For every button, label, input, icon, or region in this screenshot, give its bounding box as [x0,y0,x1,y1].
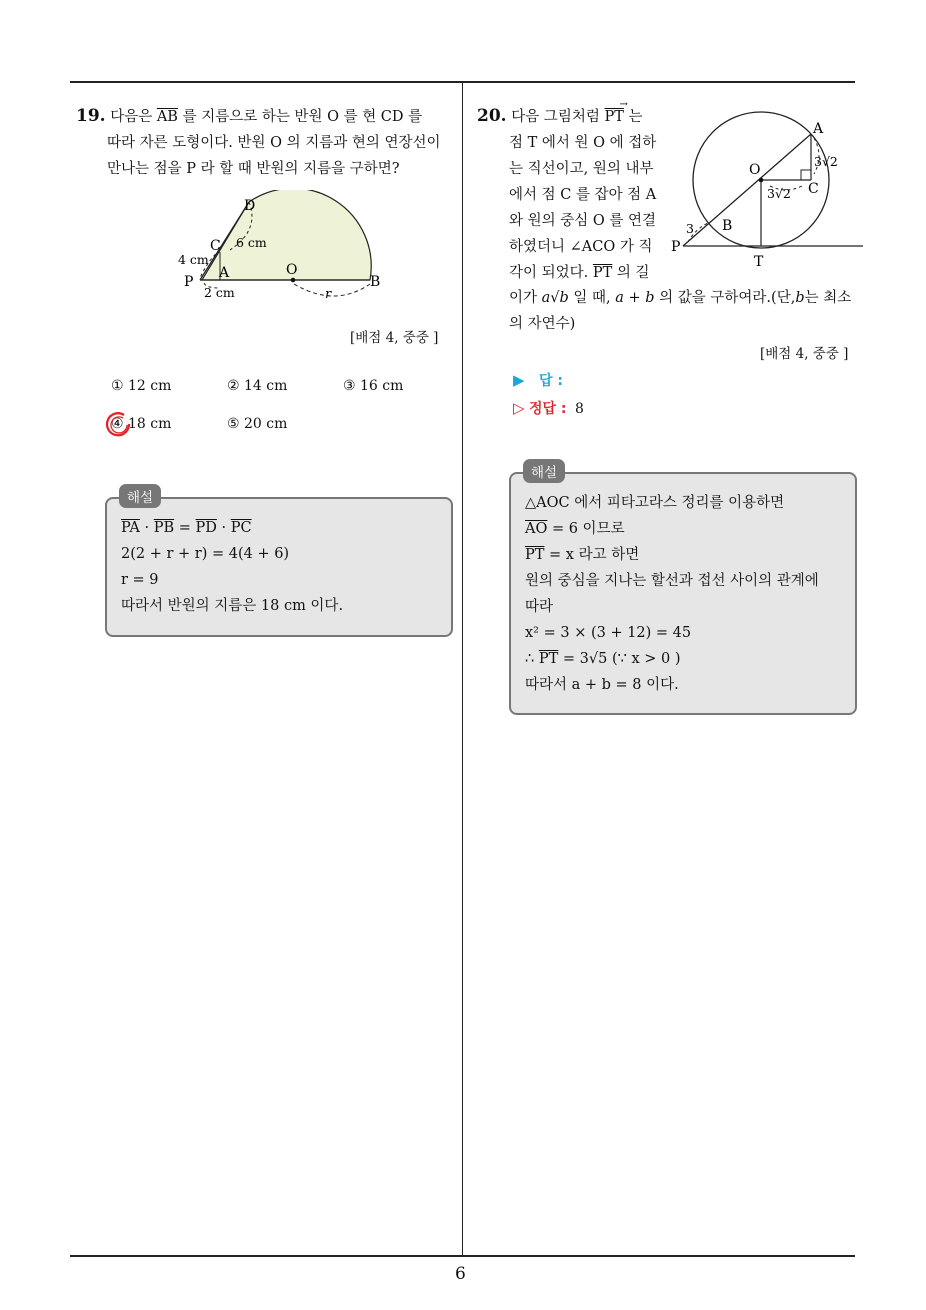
sol20-text: = 3√5 (∵ x > 0 ) [558,651,681,667]
q20-text: 의 길 [616,265,650,281]
sol20-line6: x² = 3 × (3 + 12) = 45 [525,625,692,641]
len-pb: 3 [686,221,694,236]
q20-line8 [509,285,869,311]
choice-1[interactable]: ① 12 cm [111,378,172,394]
label-t: T [754,254,764,270]
sol20-line2 [525,516,855,542]
len-r: r [325,287,332,302]
q20-text: 다음 그림처럼 [511,109,600,125]
label-c: C [808,181,819,197]
sol20-line4: 원의 중심을 지나는 할선과 접선 사이의 관계에 [525,573,819,589]
seg-pa: $\overline{PA}$ [121,520,140,536]
triangle-play-icon: ▶ [513,371,525,389]
vector-arrow-icon: → [619,99,628,110]
q20-figure [668,108,863,273]
equals: = [174,520,196,536]
seg-pb: $\overline{PB}$ [153,520,175,536]
seg-pt: $\overline{PT}$ [592,265,613,281]
var-b: b [795,290,805,306]
q20-text: 는 최소 [804,290,852,306]
q20-vector-pt [604,99,628,130]
len-ac: 3√2 [814,154,838,169]
q20-line2: 점 T 에서 원 O 에 접하 [509,135,657,151]
q19-line1 [76,103,456,130]
right-angle-mark [801,170,811,180]
sol20-line1: △AOC 에서 피타고라스 정리를 이용하면 [525,495,785,511]
dot: · [216,520,231,536]
q19-solution-tag: 해설 [119,484,161,508]
q20-line4: 에서 점 C 를 잡아 점 A [509,187,657,203]
q19-line2: 따라 자른 도형이다. 반원 O 의 지름과 현의 연장선이 [107,135,441,151]
seg-pc: $\overline{PC}$ [230,520,252,536]
q20-text: 이가 [509,290,538,306]
triangle-outline-icon: ▷ [513,399,525,417]
seg-pd: $\overline{PD}$ [195,520,217,536]
sol19-line2: 2(2 + r + r) = 4(4 + 6) [121,546,290,562]
brace-r [294,284,370,296]
sol20-text: = x 라고 하면 [544,547,640,563]
expr-a-plus-b: a + b [615,290,655,306]
q20-line6: 하였더니 ∠ACO 가 직 [509,239,653,255]
correct-row [513,398,584,418]
q19-line3: 만나는 점을 P 라 할 때 반원의 지름을 구하면? [107,161,400,177]
sol20-text: = 6 이므로 [547,521,625,537]
sol20-line7 [525,646,855,672]
q20-solution-tag: 해설 [523,459,565,483]
q19-solution-box [105,497,453,637]
label-o: O [286,262,298,278]
label-a: A [219,265,230,281]
q20-question [477,99,667,286]
seg-pt: $\overline{PT}$ [525,547,545,563]
q20-line9: 의 자연수) [509,316,576,332]
choice-2[interactable]: ② 14 cm [227,378,288,394]
secant-line [683,134,811,246]
q20-text: 각이 되었다. [509,265,589,281]
q19-segment-ab: $\overline{AB}$ [156,109,178,125]
q19-number: 19. [76,106,106,126]
label-d: D [244,198,256,214]
sol19-line4: 따라서 반원의 지름은 18 cm 이다. [121,598,344,614]
sol20-line3 [525,542,855,568]
choice-5[interactable]: ⑤ 20 cm [227,416,288,432]
center-o-dot [759,178,764,183]
label-a: A [813,121,824,137]
label-b: B [370,274,381,290]
vec-pt-label: $\overline{PT}$ [604,109,624,125]
sol20-line8: 따라서 a + b = 8 이다. [525,677,679,693]
label-c: C [210,238,221,254]
q20-line3: 는 직선이고, 원의 내부 [509,161,654,177]
len-pc: 4 cm [178,252,209,267]
q20-solution-box [509,472,857,715]
correct-value: 8 [574,401,584,417]
dot: · [139,520,154,536]
seg-ao: $\overline{AO}$ [525,521,548,537]
q20-text: 의 값을 구하여라.(단, [659,290,796,306]
therefore-symbol: ∴ [525,651,539,667]
q19-text: 를 지름으로 하는 반원 O 를 현 CD 를 [182,109,423,125]
sol20-line5: 따라 [525,599,554,615]
q20-number: 20. [477,106,507,126]
correct-label: 정답 : [529,401,567,417]
len-oc: 3√2 [767,186,791,201]
label-p: P [184,274,194,290]
answer-row [513,370,563,390]
q20-line5: 와 원의 중심 O 를 연결 [509,213,656,229]
choice-3[interactable]: ③ 16 cm [343,378,404,394]
q20-line7 [477,260,667,286]
bottom-rule [70,1255,855,1257]
q19-score: [배점 4, 중중 ] [350,330,439,346]
len-cd: 6 cm [236,235,267,250]
center-o-dot [291,278,296,283]
column-divider [462,81,463,1256]
q20-text: 일 때, [573,290,611,306]
choice-4[interactable]: ④ 18 cm [111,416,172,432]
q20-line1 [477,99,667,130]
selected-answer-mark [102,410,134,442]
q20-score: [배점 4, 중중 ] [760,346,849,362]
q19-text: 다음은 [110,109,153,125]
q19-question [76,103,456,182]
label-o: O [749,162,761,178]
seg-pt: $\overline{PT}$ [538,651,559,667]
page-number: 6 [455,1264,466,1284]
sol19-line3: r = 9 [121,572,159,588]
q20-text: 는 [628,109,643,125]
label-p: P [671,239,681,255]
expr-a-sqrt-b: a√b [541,290,569,306]
q20-question-cont [509,285,869,337]
answer-label: 답 : [539,373,563,389]
len-pa: 2 cm [204,285,235,300]
q19-figure [170,190,395,305]
sol19-line1 [121,515,451,541]
label-b: B [722,218,733,234]
